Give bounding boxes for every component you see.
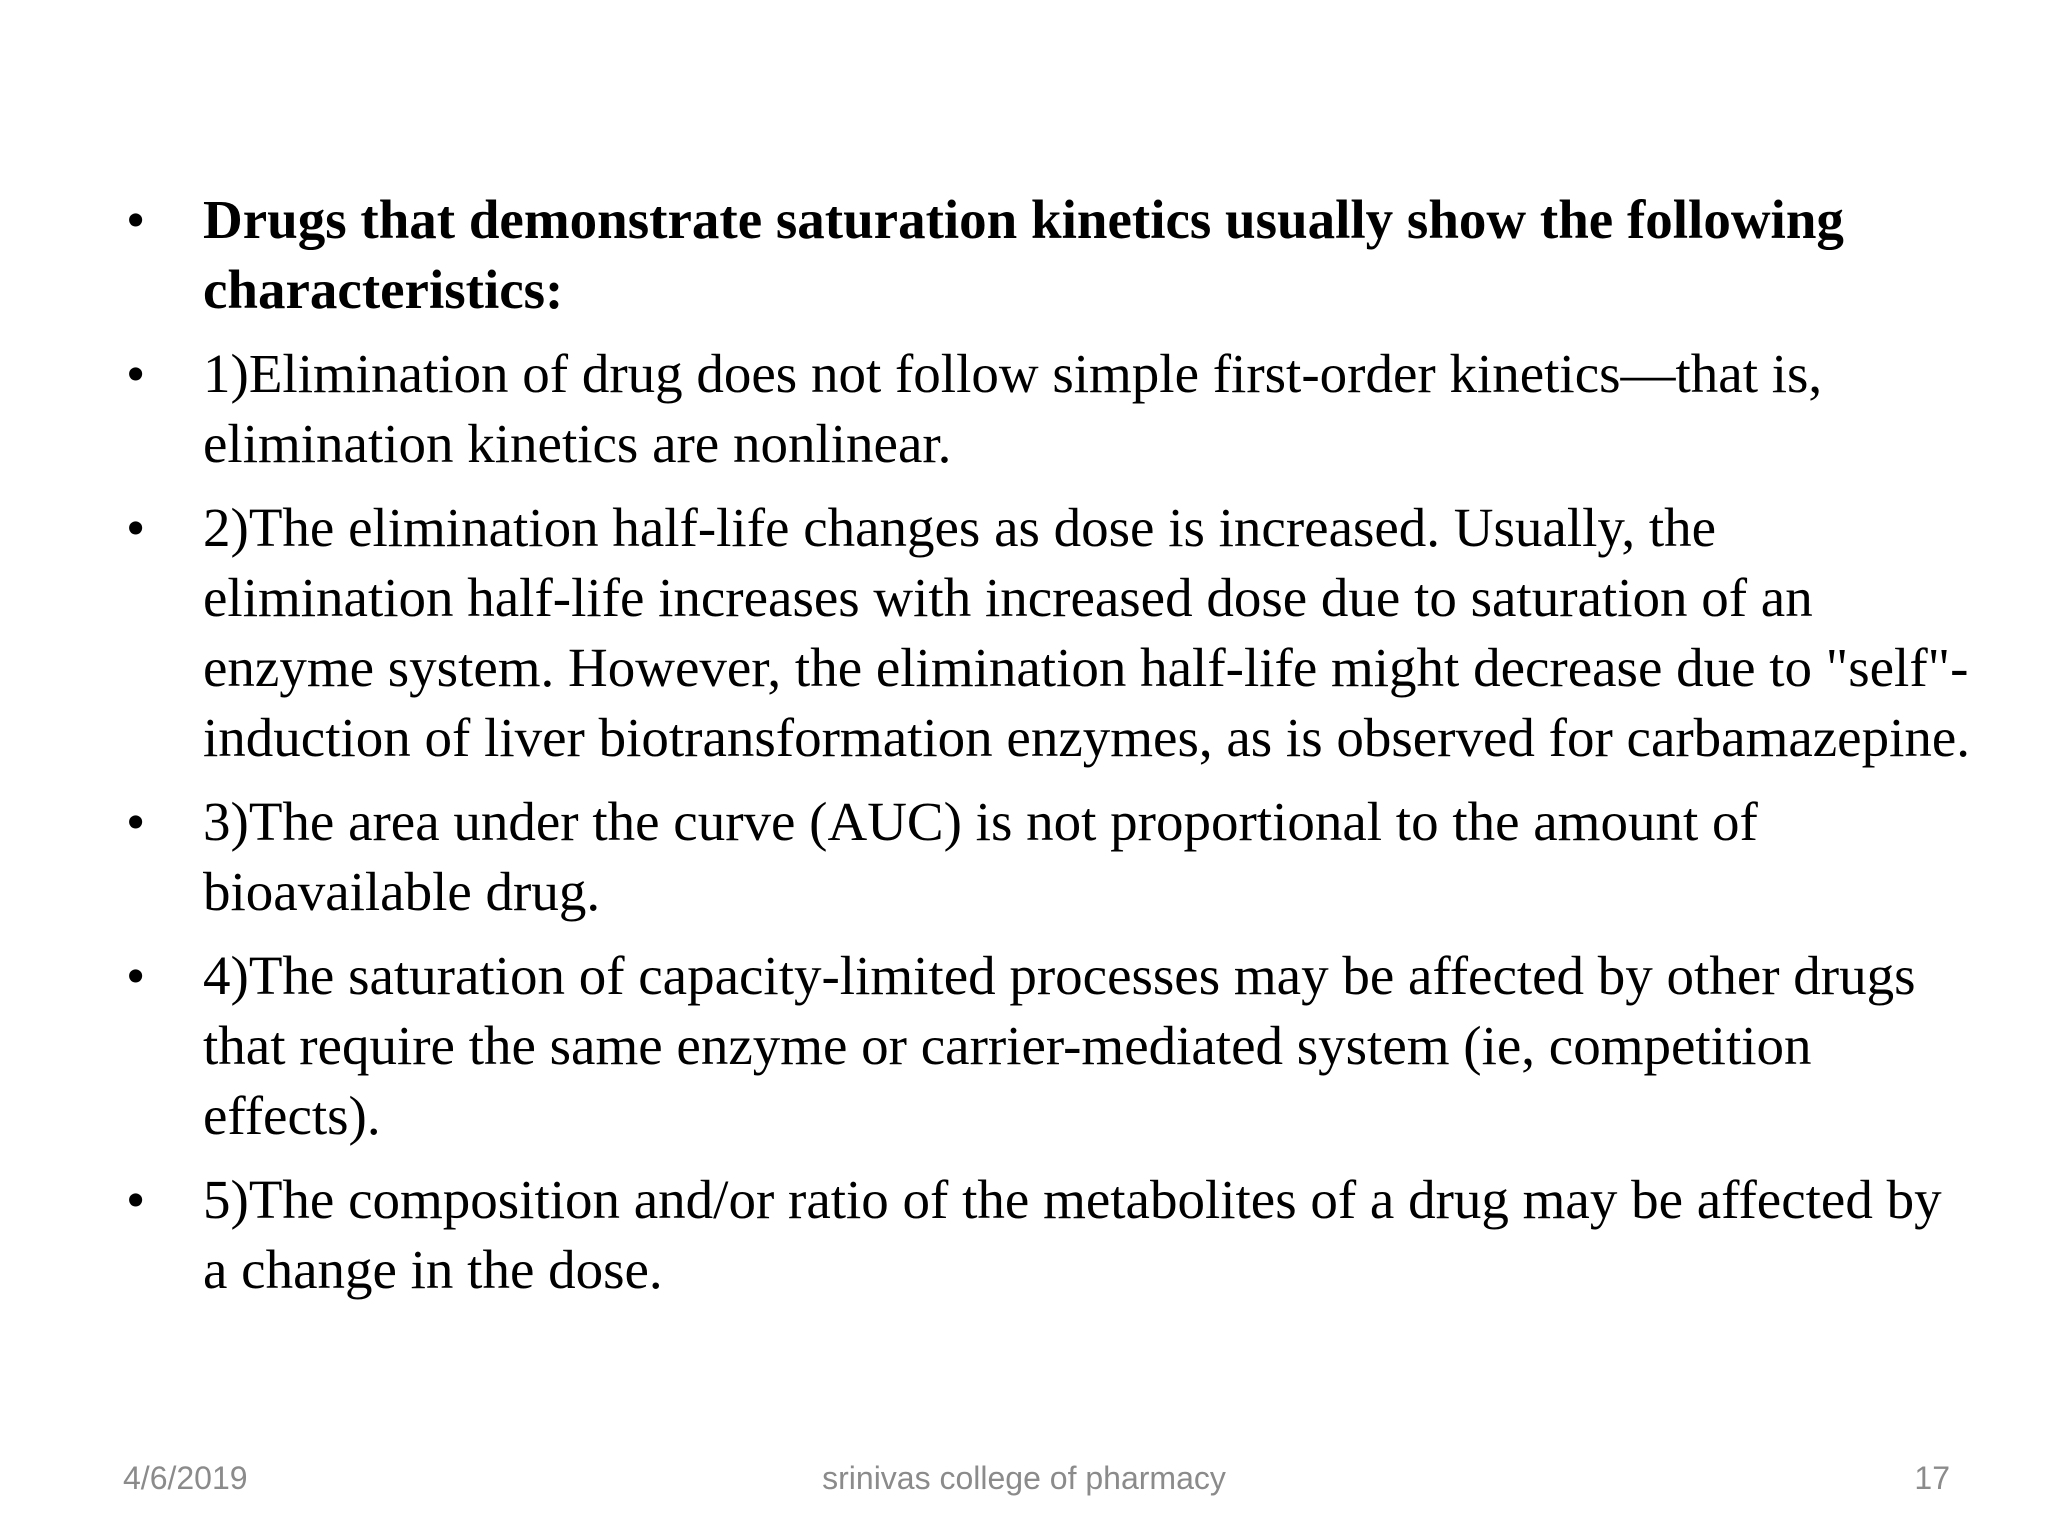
- bullet-text: 3)The area under the curve (AUC) is not proportional to the amount of bioavailable drug.: [203, 791, 1758, 922]
- bullet-text: 1)Elimination of drug does not follow simple first-order kinetics—that is, elimination kinetics are nonlinear.: [203, 343, 1823, 474]
- footer-date: 4/6/2019: [123, 1460, 248, 1496]
- bullet-icon: •: [126, 343, 146, 404]
- bullet-text: 4)The saturation of capacity-limited processes may be affected by other drugs that require the same enzyme or carrier-mediated system (ie, competition effects).: [203, 945, 1916, 1146]
- bullet-item-2: [118, 493, 1978, 773]
- bullet-text: 5)The composition and/or ratio of the metabolites of a drug may be affected by a change in the dose.: [203, 1169, 1942, 1300]
- bullet-item-1: [118, 339, 1978, 479]
- bullet-text: Drugs that demonstrate saturation kinetics usually show the following characteristics:: [203, 189, 1844, 320]
- bullet-item-5: [118, 1165, 1978, 1305]
- footer-institution: srinivas college of pharmacy: [822, 1460, 1226, 1496]
- bullet-icon: •: [126, 497, 146, 558]
- bullet-icon: •: [126, 1169, 146, 1230]
- bullet-list: [118, 185, 1978, 1319]
- bullet-text: 2)The elimination half-life changes as dose is increased. Usually, the elimination half-life increases with increased dose due to saturation of an enzyme system. However, the elimination half-life might decrease due to "self"-induction of liver biotransformation enzymes, as is observed for carbamazepine.: [203, 497, 1971, 768]
- bullet-icon: •: [126, 189, 146, 250]
- bullet-icon: •: [126, 945, 146, 1006]
- bullet-item-heading: [118, 185, 1978, 325]
- bullet-icon: •: [126, 791, 146, 852]
- bullet-item-4: [118, 941, 1978, 1151]
- footer-page-number: 17: [1914, 1460, 1950, 1496]
- bullet-item-3: [118, 787, 1978, 927]
